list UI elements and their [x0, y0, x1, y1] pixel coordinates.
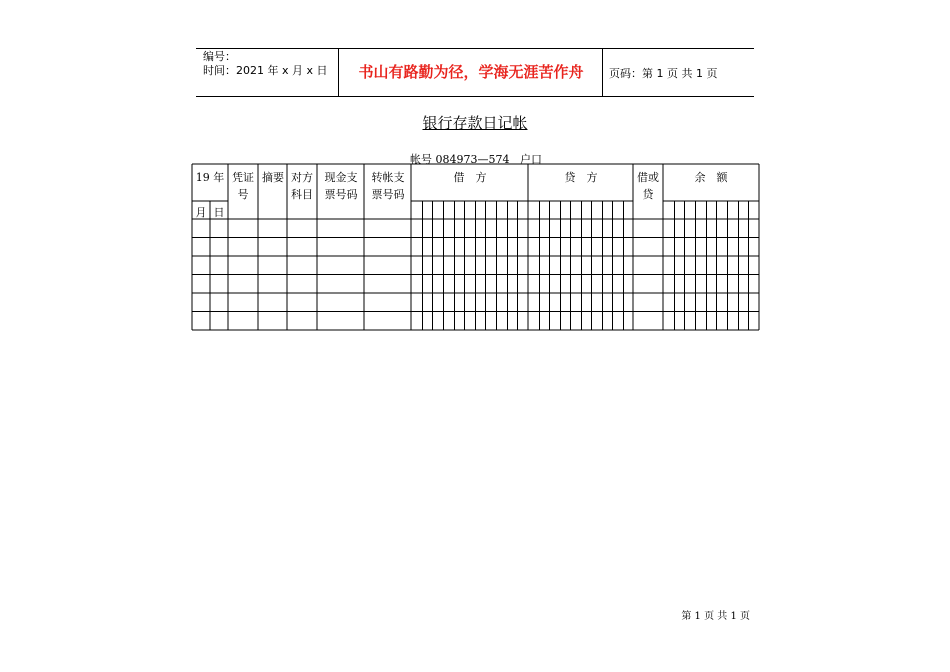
footer-page-number: 第 1 页 共 1 页 — [681, 611, 750, 622]
col-transfer-header-1: 转帐支 — [371, 171, 405, 184]
page-title: 银行存款日记帐 — [422, 114, 528, 132]
col-balance-header: 余 额 — [694, 171, 728, 184]
col-year-header: 19 年 — [195, 171, 225, 184]
account-line: 帐号 084973—574 户口 — [410, 153, 542, 166]
header-motto: 书山有路勤为径，学海无涯苦作舟 — [358, 63, 584, 81]
col-summary-header: 摘要 — [262, 171, 284, 184]
col-voucher-header-2: 号 — [237, 188, 249, 201]
col-transfer-header-2: 票号码 — [371, 188, 405, 201]
col-dc-header-1: 借或 — [637, 171, 659, 184]
col-counter-header-2: 科目 — [291, 188, 313, 201]
col-day-header: 日 — [213, 206, 225, 219]
col-voucher-header-1: 凭证 — [232, 171, 254, 184]
col-dc-header-2: 贷 — [642, 188, 654, 201]
document-number-label: 编号： — [203, 50, 236, 63]
col-cash-header-1: 现金支 — [324, 171, 358, 184]
header-page-info: 页码：第 1 页 共 1 页 — [609, 67, 718, 80]
col-month-header: 月 — [195, 206, 207, 219]
col-credit-header: 贷 方 — [564, 171, 598, 184]
col-cash-header-2: 票号码 — [324, 188, 358, 201]
col-debit-header: 借 方 — [453, 171, 487, 184]
col-counter-header-1: 对方 — [291, 171, 313, 184]
document-date: 时间：2021 年 x 月 x 日 — [203, 64, 328, 77]
